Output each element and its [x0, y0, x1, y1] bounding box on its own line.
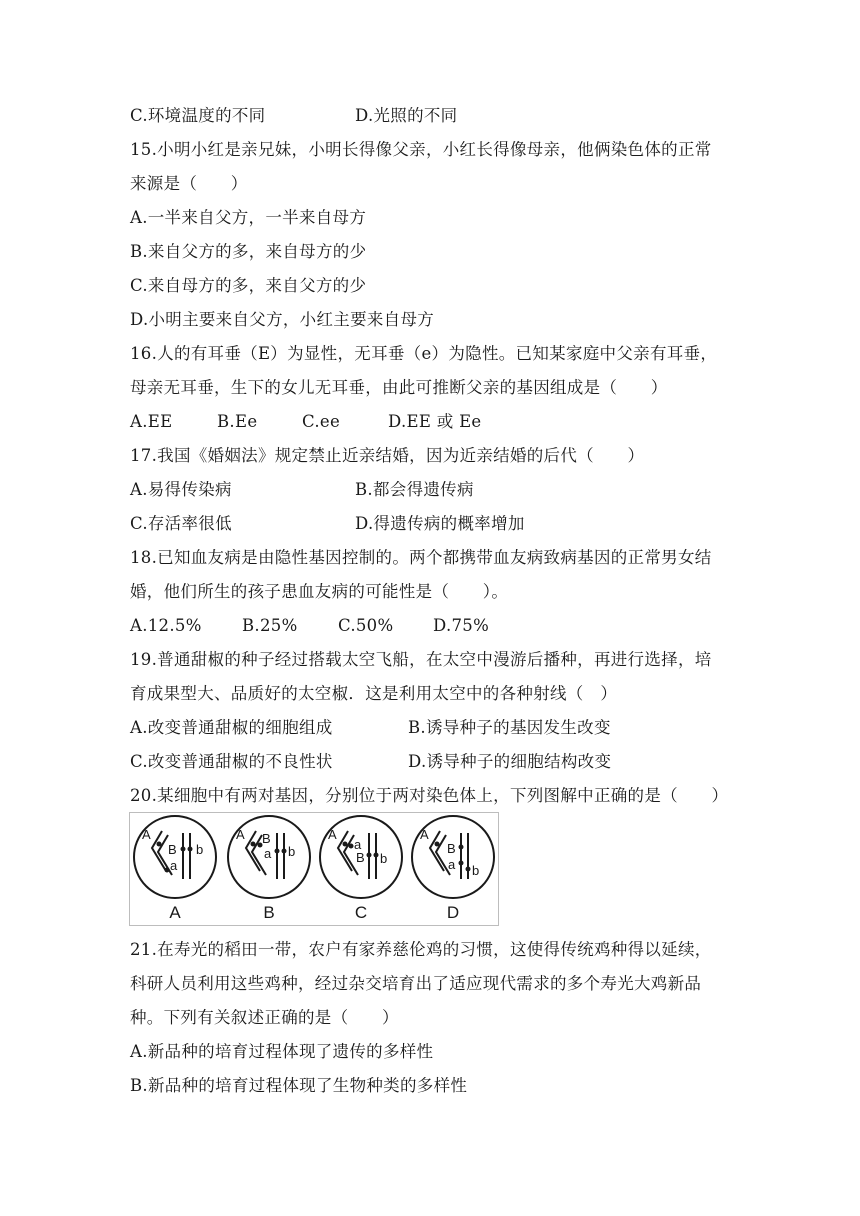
chromosome-figure	[129, 812, 499, 926]
figure-caption-d: D	[446, 903, 460, 922]
q19-option-a: A.改变普通甜椒的细胞组成	[130, 718, 333, 737]
q19-option-d: D.诱导种子的细胞结构改变	[408, 752, 612, 771]
q17-option-d: D.得遗传病的概率增加	[355, 514, 525, 533]
q17-option-a: A.易得传染病	[130, 480, 232, 499]
q21-option-b: B.新品种的培育过程体现了生物种类的多样性	[130, 1076, 468, 1095]
figure-caption-c: C	[354, 903, 368, 922]
gene-label: B	[262, 831, 271, 846]
q18-option-c: C.50%	[338, 616, 394, 635]
figure-cell-b	[224, 813, 314, 925]
q15-option-a: A.一半来自父方，一半来自母方	[130, 208, 367, 227]
figure-caption-b: B	[263, 903, 275, 922]
q17-stem-line-1: 17.我国《婚姻法》规定禁止近亲结婚，因为近亲结婚的后代（ ）	[130, 446, 645, 465]
q21-stem-line-3: 种。下列有关叙述正确的是（ ）	[130, 1008, 399, 1027]
q18-option-d: D.75%	[433, 616, 490, 635]
q14-option-c: C.环境温度的不同	[130, 106, 266, 125]
q19-option-c: C.改变普通甜椒的不良性状	[130, 752, 333, 771]
gene-label: b	[196, 842, 204, 857]
q16-option-a: A.EE	[130, 412, 173, 431]
figure-cell-d	[408, 813, 498, 925]
q18-option-b: B.25%	[242, 616, 298, 635]
q20-stem-line-1: 20.某细胞中有两对基因，分别位于两对染色体上，下列图解中正确的是（ ）	[130, 786, 729, 805]
q14-option-d: D.光照的不同	[355, 106, 458, 125]
gene-label: a	[354, 837, 362, 852]
gene-label: a	[170, 858, 178, 873]
gene-label: A	[328, 827, 337, 842]
q17-option-b: B.都会得遗传病	[355, 480, 474, 499]
figure-cell-c	[316, 813, 406, 925]
gene-label: b	[472, 863, 480, 878]
q18-stem-line-1: 18.已知血友病是由隐性基因控制的。两个都携带血友病致病基因的正常男女结	[130, 548, 712, 567]
q15-stem-line-2: 来源是（ ）	[130, 174, 248, 193]
q19-stem-line-2: 育成果型大、品质好的太空椒．这是利用太空中的各种射线（ ）	[130, 684, 618, 703]
q21-stem-line-2: 科研人员利用这些鸡种，经过杂交培育出了适应现代需求的多个寿光大鸡新品	[130, 974, 702, 993]
q19-stem-line-1: 19.普通甜椒的种子经过搭载太空飞船，在太空中漫游后播种，再进行选择，培	[130, 650, 712, 669]
q15-option-d: D.小明主要来自父方，小红主要来自母方	[130, 310, 435, 329]
q21-option-a: A.新品种的培育过程体现了遗传的多样性	[130, 1042, 434, 1061]
gene-label: B	[447, 841, 456, 856]
q18-option-a: A.12.5%	[130, 616, 202, 635]
q16-stem-line-1: 16.人的有耳垂（E）为显性，无耳垂（e）为隐性。已知某家庭中父亲有耳垂，	[130, 344, 718, 363]
q16-option-b: B.Ee	[217, 412, 258, 431]
gene-label: A	[142, 827, 151, 842]
gene-label: b	[380, 851, 388, 866]
q19-option-b: B.诱导种子的基因发生改变	[408, 718, 611, 737]
q21-stem-line-1: 21.在寿光的稻田一带，农户有家养慈伦鸡的习惯，这使得传统鸡种得以延续，	[130, 940, 712, 959]
q16-stem-line-2: 母亲无耳垂，生下的女儿无耳垂，由此可推断父亲的基因组成是（ ）	[130, 378, 668, 397]
q15-stem-line-1: 15.小明小红是亲兄妹，小明长得像父亲，小红长得像母亲，他俩染色体的正常	[130, 140, 712, 159]
gene-label: B	[168, 842, 177, 857]
gene-label: b	[288, 844, 296, 859]
figure-cell-a	[130, 813, 220, 925]
figure-caption-a: A	[169, 903, 181, 922]
q17-option-c: C.存活率很低	[130, 514, 232, 533]
gene-label: A	[420, 827, 429, 842]
q16-option-c: C.ee	[302, 412, 341, 431]
gene-label: a	[264, 846, 272, 861]
q15-option-c: C.来自母方的多，来自父方的少	[130, 276, 367, 295]
gene-label: A	[236, 827, 245, 842]
q18-stem-line-2: 婚，他们所生的孩子患血友病的可能性是（ ）。	[130, 582, 509, 601]
gene-label: B	[356, 850, 365, 865]
q15-option-b: B.来自父方的多，来自母方的少	[130, 242, 367, 261]
gene-label: a	[448, 857, 456, 872]
q16-option-d: D.EE 或 Ee	[388, 412, 482, 431]
